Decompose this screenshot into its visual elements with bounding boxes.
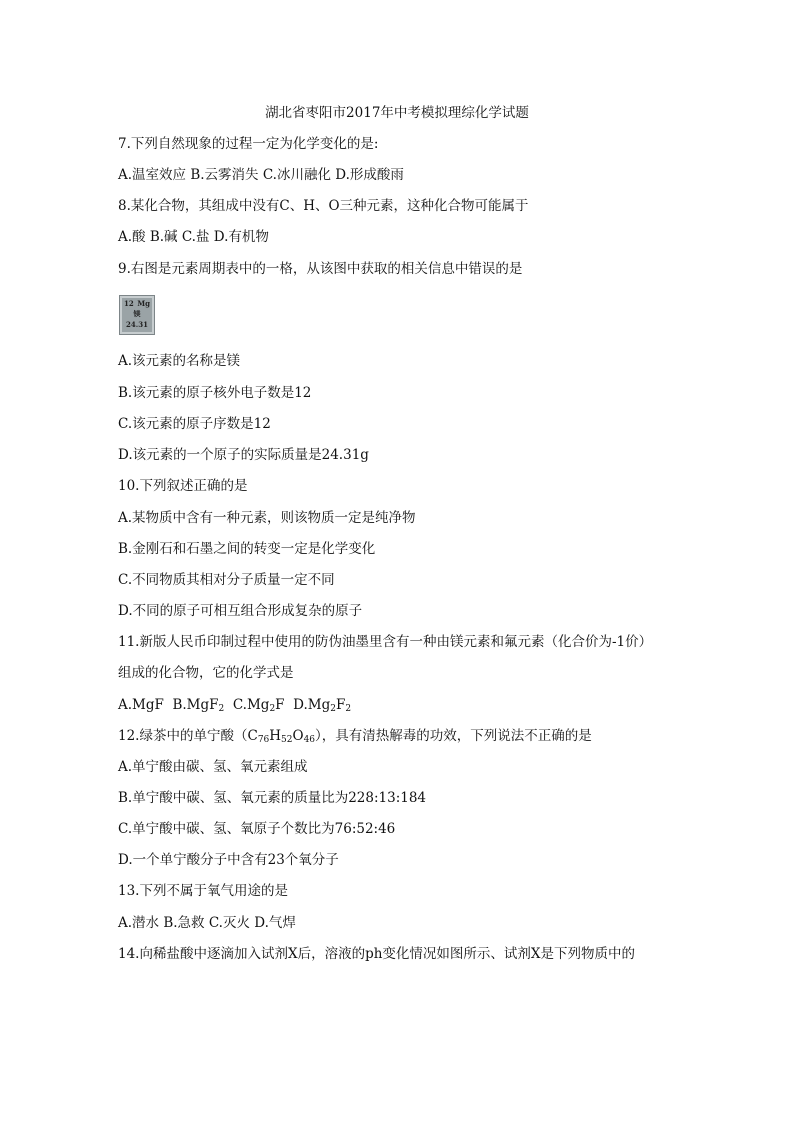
q9-option-c: C.该元素的原子序数是12 xyxy=(118,416,271,432)
q11-option-d: $D.Mg_2F_2$ xyxy=(293,697,352,714)
q13-stem: 13.下列不属于氧气用途的是 xyxy=(118,883,288,899)
q12-option-d: D.一个单宁酸分子中含有23个氧分子 xyxy=(118,852,339,868)
q7-options: A.温室效应 B.云雾消失 C.冰川融化 D.形成酸雨 xyxy=(118,167,404,183)
q11-option-b: B.MgF$_2$ xyxy=(172,697,225,714)
q12-stem: 12.绿茶中的单宁酸$(C_{76}H_{52}O_{46})$，具有清热解毒的功效，下列说法不正确的是 xyxy=(118,728,592,745)
q9-option-b: B.该元素的原子核外电子数是12 xyxy=(118,385,312,401)
element-name: 镁 xyxy=(133,309,141,318)
q12-option-b: B.单宁酸中碳、氢、氧元素的质量比为228:13:184 xyxy=(118,790,427,806)
q7-stem: 7.下列自然现象的过程一定为化学变化的是: xyxy=(118,136,379,152)
atomic-mass: 24.31 xyxy=(126,320,148,329)
q10-stem: 10.下列叙述正确的是 xyxy=(118,478,248,494)
document-title: 湖北省枣阳市2017年中考模拟理综化学试题 xyxy=(265,105,529,121)
q10-option-c: C.不同物质其相对分子质量一定不同 xyxy=(118,572,335,588)
q10-option-d: D.不同的原子可相互组合形成复杂的原子 xyxy=(118,603,363,619)
q13-options: A.潜水 B.急救 C.灭火 D.气焊 xyxy=(118,915,296,931)
q11-option-c: $C.Mg_2F$ xyxy=(224,697,294,714)
q11-option-a: A.MgF xyxy=(118,697,173,713)
q11-options xyxy=(118,696,351,714)
q9-option-a: A.该元素的名称是镁 xyxy=(118,353,241,369)
q9-stem: 9.右图是元素周期表中的一格，从该图中获取的相关信息中错误的是 xyxy=(118,261,523,277)
periodic-table-cell xyxy=(119,295,155,335)
q11-stem-line2: 组成的化合物，它的化学式是 xyxy=(118,665,294,681)
q10-option-b: B.金刚石和石墨之间的转变一定是化学变化 xyxy=(118,541,376,557)
atomic-number: 12 xyxy=(124,299,134,308)
q8-options: A.酸 B.碱 C.盐 D.有机物 xyxy=(118,229,269,245)
q12-option-a: A.单宁酸由碳、氢、氧元素组成 xyxy=(118,759,308,775)
q10-option-a: A.某物质中含有一种元素，则该物质一定是纯净物 xyxy=(118,510,416,526)
q12-option-c: C.单宁酸中碳、氢、氧原子个数比为76:52:46 xyxy=(118,821,396,837)
element-symbol: Mg xyxy=(137,299,150,308)
q9-option-d: D.该元素的一个原子的实际质量是24.31g xyxy=(118,447,369,463)
q8-stem: 8.某化合物，其组成中没有C、H、O三种元素，这种化合物可能属于 xyxy=(118,198,529,214)
q14-stem: 14.向稀盐酸中逐滴加入试剂X后，溶液的ph变化情况如图所示、试剂X是下列物质中的 xyxy=(118,946,636,962)
q11-stem-line1: 11.新版人民币印制过程中使用的防伪油墨里含有一种由镁元素和氟元素（化合价为-1价） xyxy=(118,634,653,650)
